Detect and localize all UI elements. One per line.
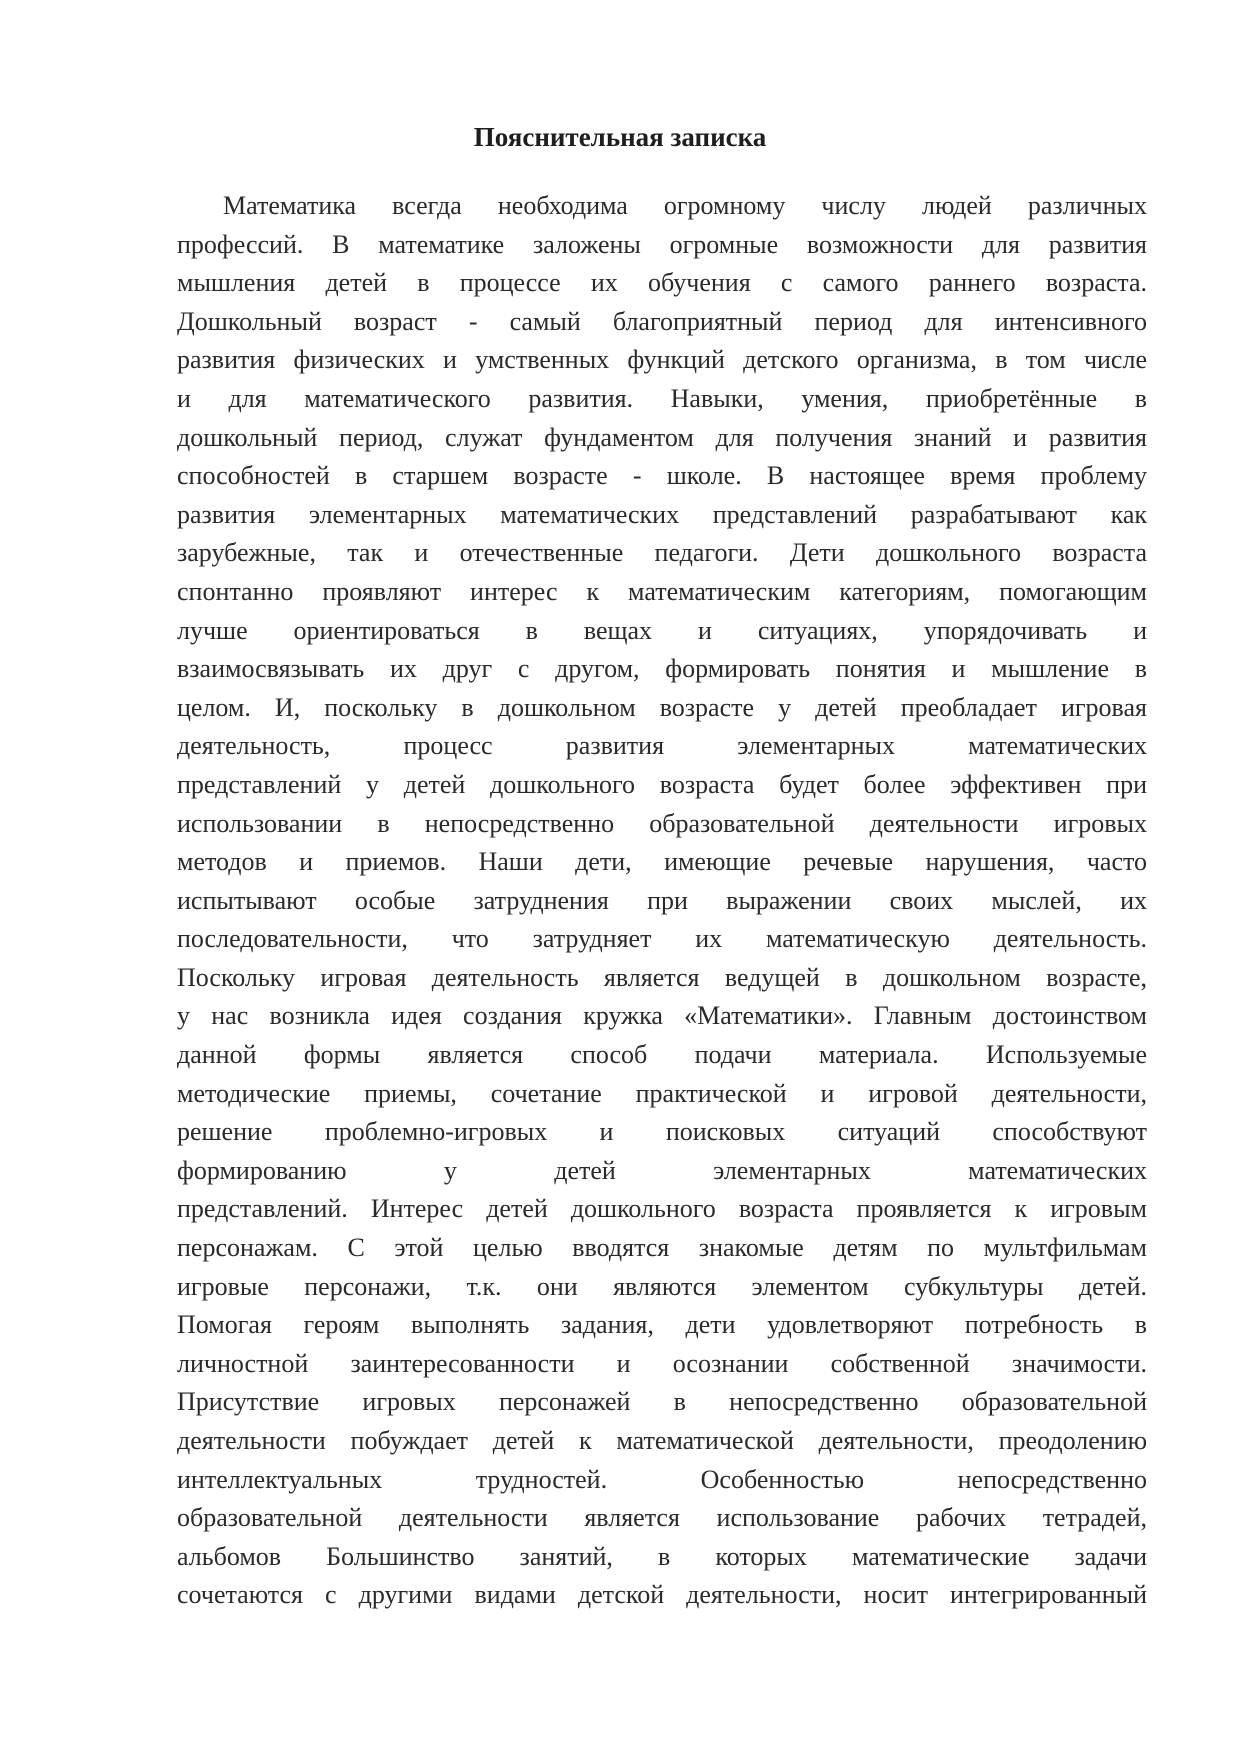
paragraph-line: последовательности, что затрудняет их математическую деятельность. [177, 924, 1147, 954]
paragraph-line: деятельность, процесс развития элементарных математических [177, 731, 1147, 761]
paragraph-line: формированию у детей элементарных математических [177, 1155, 1147, 1185]
paragraph-line: профессий. В математике заложены огромные возможности для развития [177, 229, 1147, 259]
paragraph-line: личностной заинтересованности и осознании собственной значимости. [177, 1348, 1147, 1378]
paragraph-line: и для математического развития. Навыки, умения, приобретённые в [177, 383, 1147, 413]
paragraph-line: использовании в непосредственно образовательной деятельности игровых [177, 808, 1147, 838]
paragraph-line: персонажам. С этой целью вводятся знакомые детям по мультфильмам [177, 1233, 1147, 1263]
paragraph-line: Математика всегда необходима огромному числу людей различных [223, 191, 1147, 220]
paragraph-line: спонтанно проявляют интерес к математическим категориям, помогающим [177, 576, 1147, 606]
paragraph-line: целом. И, поскольку в дошкольном возрасте у детей преобладает игровая [177, 692, 1147, 722]
paragraph-line: зарубежные, так и отечественные педагоги. Дети дошкольного возраста [177, 538, 1147, 568]
paragraph-line: методические приемы, сочетание практической и игровой деятельности, [177, 1078, 1147, 1108]
paragraph-line: Поскольку игровая деятельность является ведущей в дошкольном возрасте, [177, 962, 1147, 992]
paragraph-line: деятельности побуждает детей к математической деятельности, преодолению [177, 1426, 1147, 1455]
paragraph-line: образовательной деятельности является использование рабочих тетрадей, [177, 1503, 1147, 1533]
paragraph-line: мышления детей в процессе их обучения с самого раннего возраста. [177, 268, 1147, 298]
paragraph-line: альбомов Большинство занятий, в которых математические задачи [177, 1541, 1147, 1571]
paragraph-line: испытывают особые затруднения при выражении своих мыслей, их [177, 885, 1147, 915]
paragraph-line: Присутствие игровых персонажей в непосредственно образовательной [177, 1387, 1147, 1417]
paragraph-line: Помогая героям выполнять задания, дети удовлетворяют потребность в [177, 1310, 1147, 1340]
paragraph-line: Дошкольный возраст - самый благоприятный период для интенсивного [177, 306, 1147, 336]
paragraph-line: дошкольный период, служат фундаментом для получения знаний и развития [177, 422, 1147, 452]
paragraph-line: развития элементарных математических представлений разрабатывают как [177, 499, 1147, 529]
paragraph-line: игровые персонажи, т.к. они являются элементом субкультуры детей. [177, 1271, 1147, 1301]
page-title: Пояснительная записка [473, 122, 767, 152]
paragraph-line: способностей в старшем возрасте - школе. В настоящее время проблему [177, 461, 1147, 491]
paragraph-line: у нас возникла идея создания кружка «Математики». Главным достоинством [177, 1001, 1147, 1031]
paragraph-line: данной формы является способ подачи материала. Используемые [177, 1040, 1147, 1070]
paragraph-line: представлений. Интерес детей дошкольного возраста проявляется к игровым [177, 1194, 1147, 1224]
paragraph-line: развития физических и умственных функций детского организма, в том числе [177, 345, 1147, 375]
paragraph-line: лучше ориентироваться в вещах и ситуациях, упорядочивать и [177, 615, 1147, 645]
paragraph-line: решение проблемно-игровых и поисковых ситуаций способствуют [177, 1117, 1147, 1147]
body-paragraph [177, 187, 1147, 1615]
paragraph-line: сочетаются с другими видами детской деятельности, носит интегрированный [177, 1580, 1147, 1610]
paragraph-line: интеллектуальных трудностей. Особенностью непосредственно [177, 1464, 1147, 1494]
paragraph-line: представлений у детей дошкольного возраста будет более эффективен при [177, 769, 1147, 799]
paragraph-line: взаимосвязывать их друг с другом, формировать понятия и мышление в [177, 654, 1147, 684]
paragraph-line: методов и приемов. Наши дети, имеющие речевые нарушения, часто [177, 847, 1147, 877]
